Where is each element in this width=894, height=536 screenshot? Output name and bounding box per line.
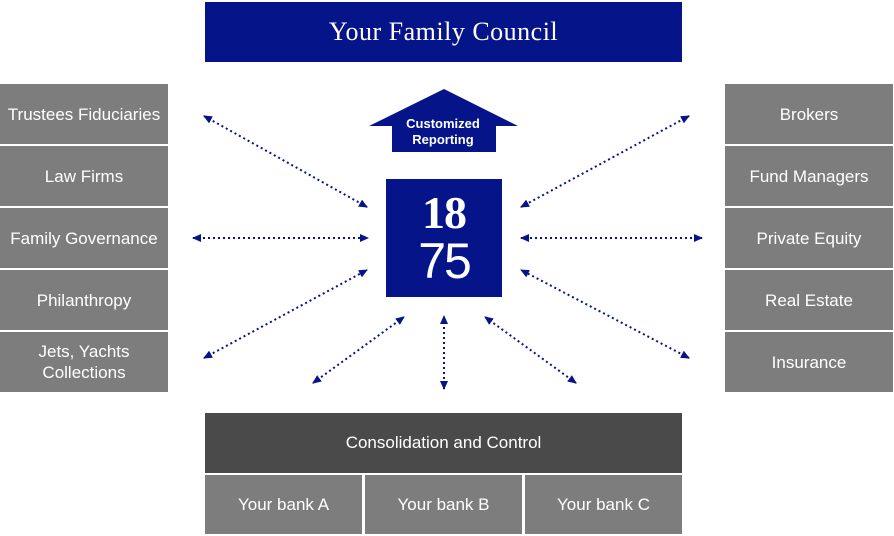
arrow-jets — [204, 270, 367, 358]
right-item-label: Insurance — [771, 352, 847, 372]
bank-label: Your bank B — [397, 494, 490, 514]
right-item-real-estate — [725, 270, 893, 330]
logo-top-digits: 18 — [422, 187, 466, 238]
consolidation-title: Consolidation and Control — [345, 433, 542, 452]
left-item-label: Trustees Fiduciaries — [7, 104, 161, 124]
arrow-brokers — [521, 116, 689, 207]
left-item-philanthropy — [0, 270, 168, 330]
left-item-label: Philanthropy — [36, 290, 132, 310]
customized-reporting-label — [392, 116, 494, 148]
right-item-label: Fund Managers — [749, 166, 869, 186]
left-item-label-line1: Jets, Yachts — [38, 342, 130, 361]
bank-b-box — [365, 475, 522, 534]
right-item-fund-managers — [725, 146, 893, 206]
bank-label: Your bank C — [557, 494, 650, 514]
family-council-header — [205, 2, 682, 62]
bank-c-box — [525, 475, 682, 534]
reporting-line1: Customized — [406, 116, 480, 131]
family-council-title: Your Family Council — [328, 17, 559, 46]
right-item-insurance — [725, 332, 893, 392]
left-item-label: Family Governance — [10, 228, 158, 248]
left-item-jets-yachts — [0, 332, 168, 392]
bank-a-box — [205, 475, 362, 534]
reporting-line2: Reporting — [412, 132, 474, 147]
arrow-bottom-left — [313, 317, 404, 383]
left-item-label: Law Firms — [44, 166, 124, 186]
consolidation-control-box — [205, 413, 682, 473]
arrow-trustees — [204, 116, 367, 207]
bank-label: Your bank A — [237, 494, 330, 514]
right-item-label: Real Estate — [765, 290, 853, 310]
logo-bottom-digits: 75 — [418, 233, 470, 289]
right-item-label: Private Equity — [756, 228, 862, 248]
left-item-label-line2: Collections — [42, 363, 126, 382]
right-item-label: Brokers — [779, 104, 839, 124]
left-item-family-governance — [0, 208, 168, 268]
right-item-brokers — [725, 84, 893, 144]
left-item-law-firms — [0, 146, 168, 206]
logo-1875 — [386, 179, 502, 297]
arrow-insurance — [521, 270, 689, 358]
right-item-private-equity — [725, 208, 893, 268]
arrow-bottom-right — [485, 317, 576, 383]
left-item-trustees — [0, 84, 168, 144]
